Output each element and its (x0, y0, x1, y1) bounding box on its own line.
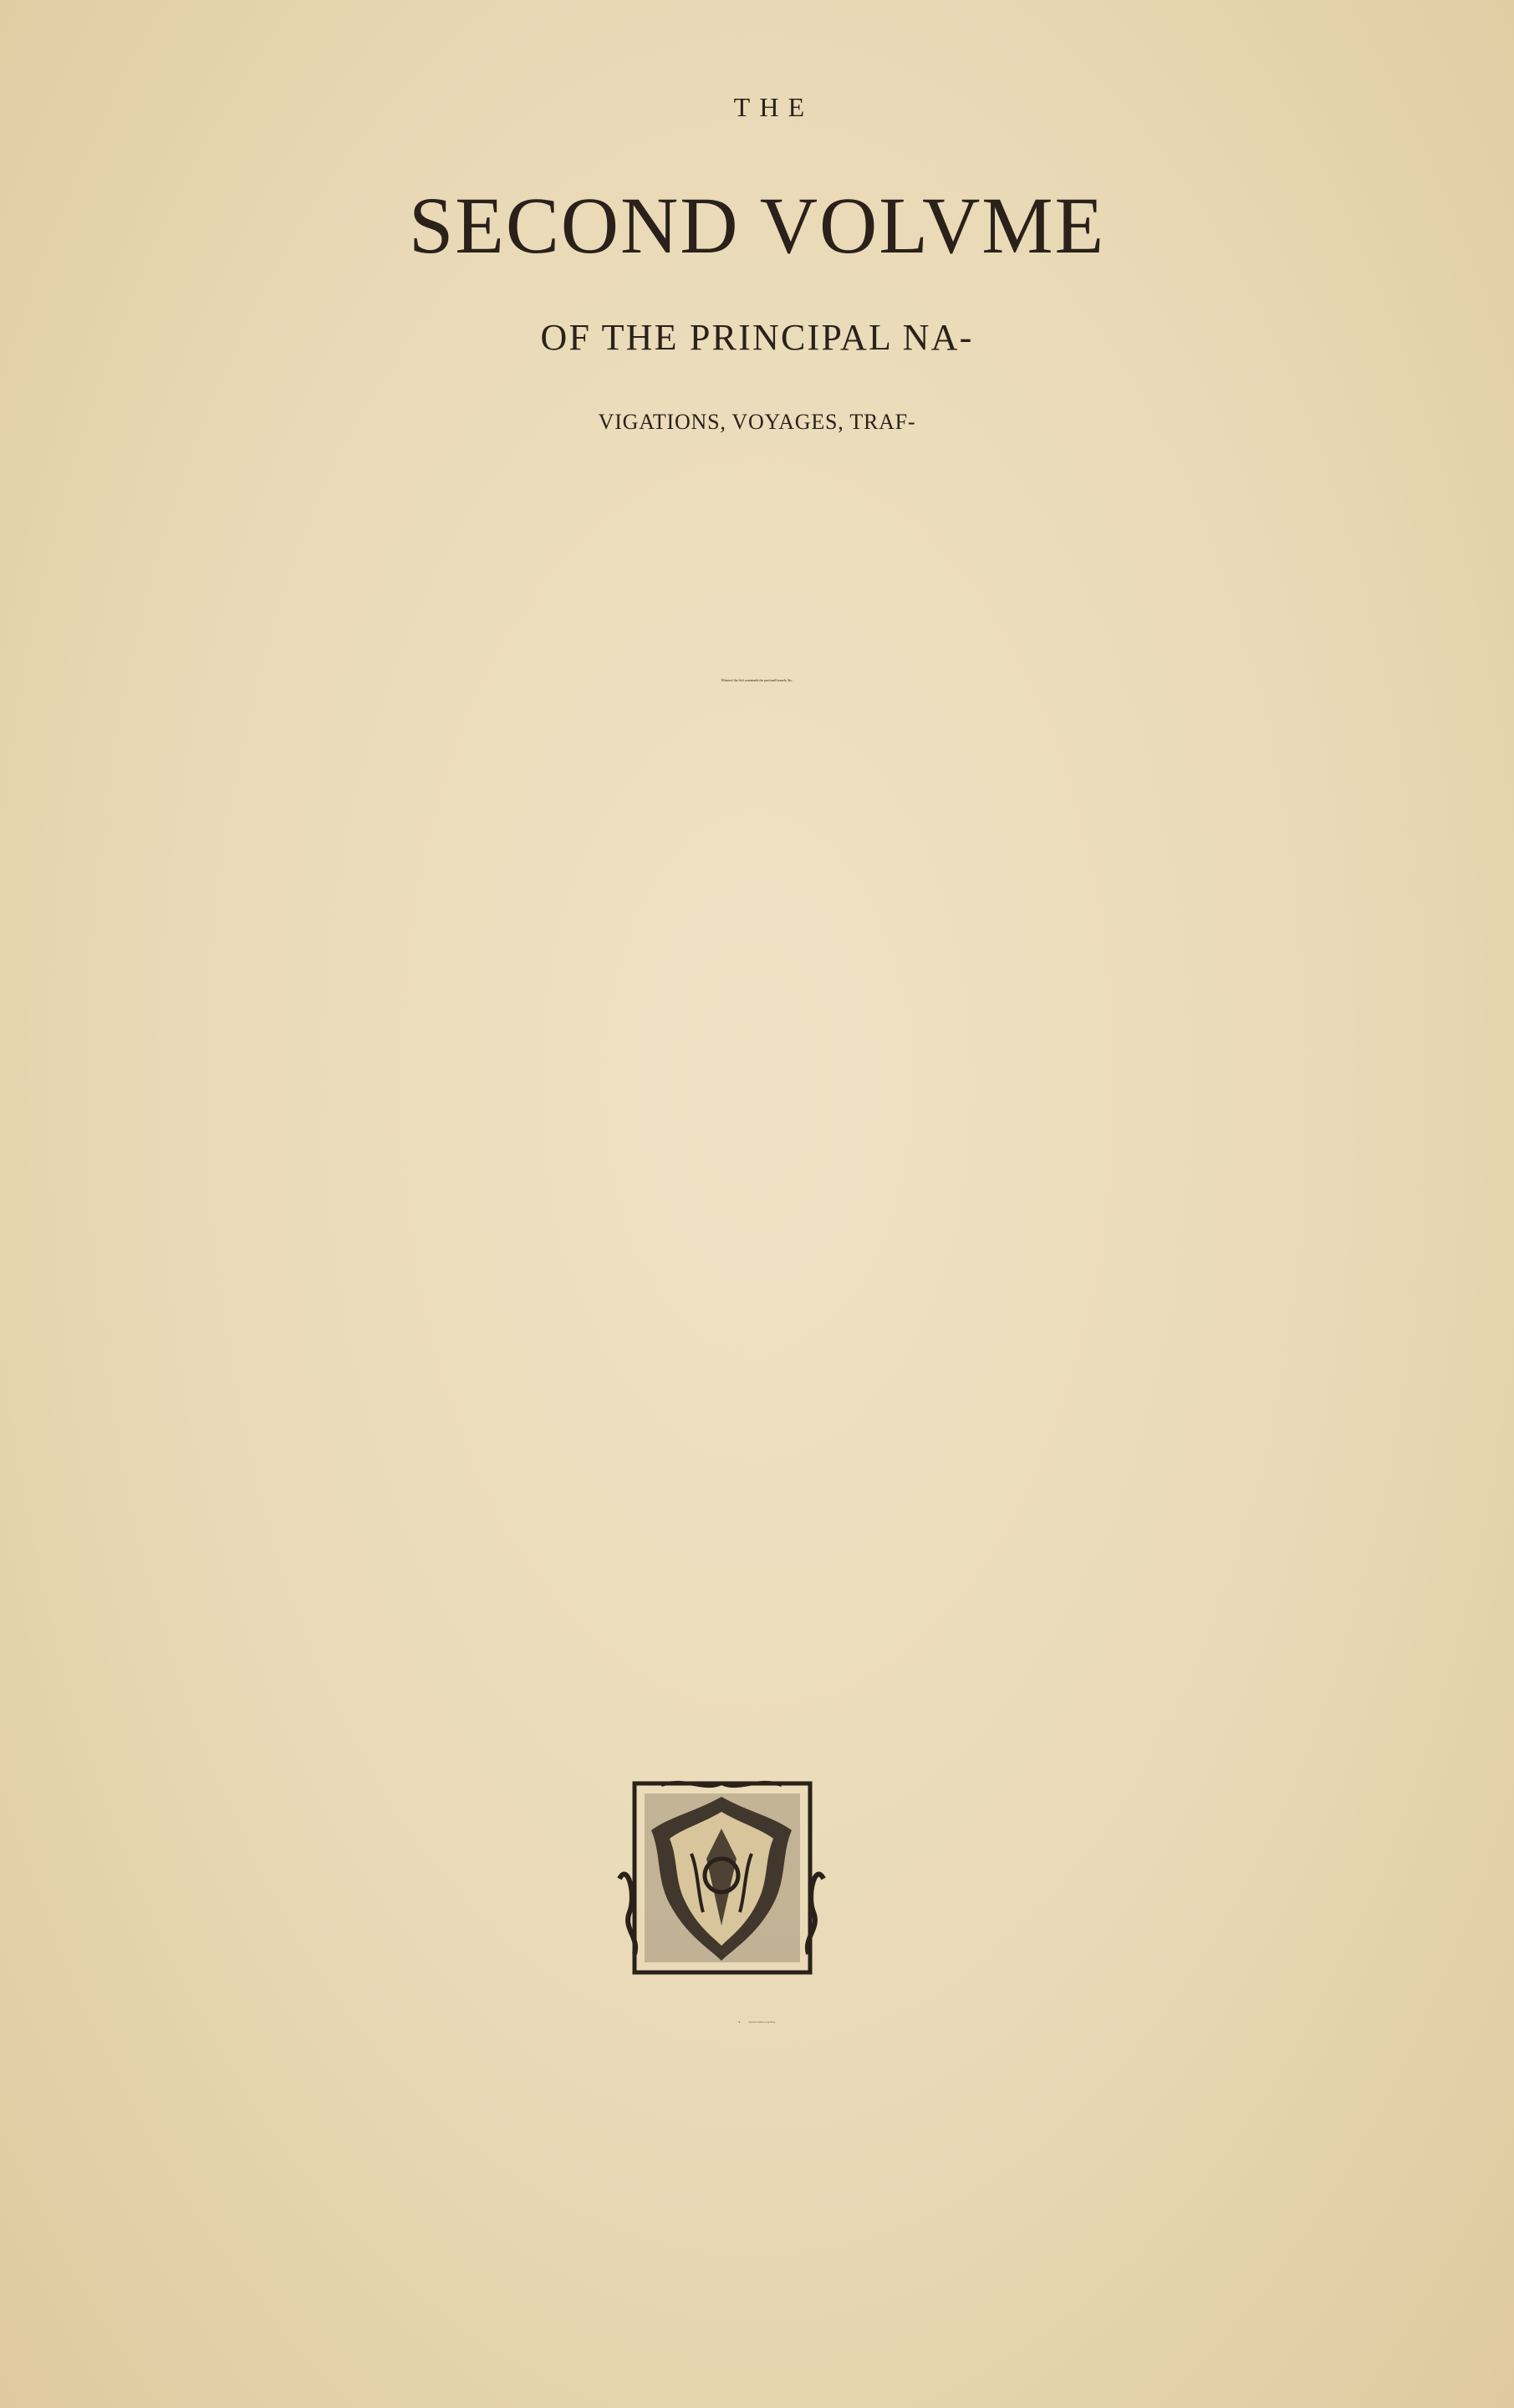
title-second-volume: SECOND VOLVME (408, 181, 1106, 270)
imprint-line-1 (0, 2022, 1514, 2023)
title-vigations: VIGATIONS, VOYAGES, TRAF- (598, 410, 916, 434)
title-the: THE (733, 92, 814, 122)
section1-heading: Whereof the firft containeth the perfonall trauels, &c. (721, 678, 793, 682)
printers-device-woodcut (611, 1778, 832, 1979)
imprint-text: Imprinted at London by George Bifhop, (748, 2022, 776, 2023)
title-of-the-principal: OF THE PRINCIPAL NA- (540, 317, 974, 358)
pointing-hand-icon: ☛ (738, 2022, 741, 2023)
